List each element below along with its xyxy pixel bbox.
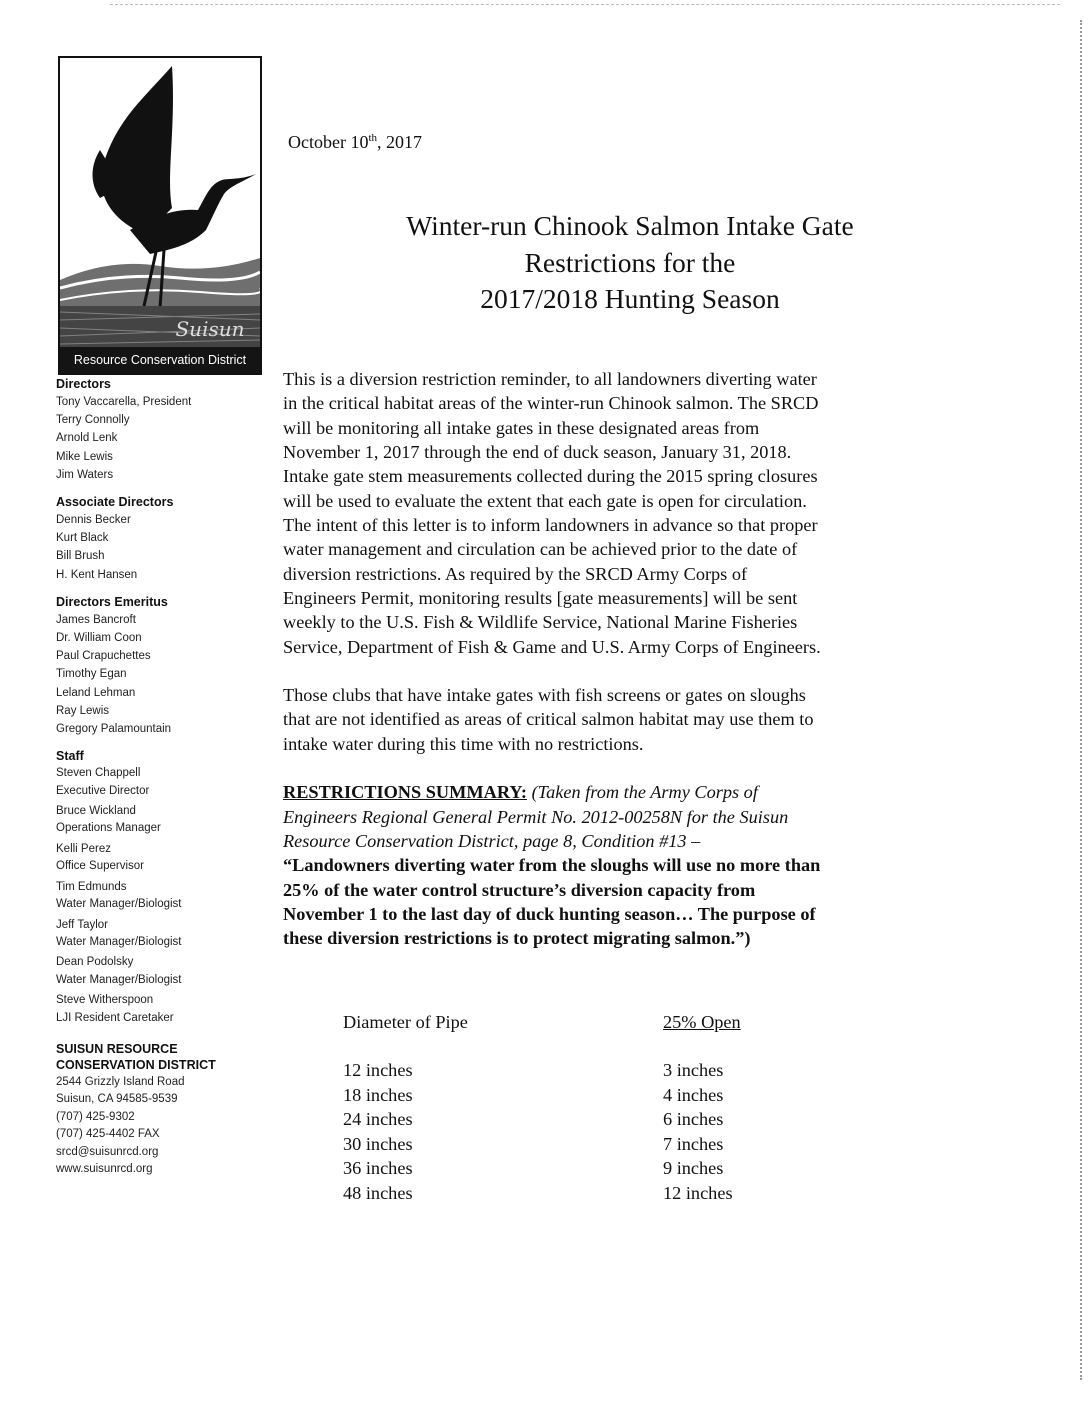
director-name: Mike Lewis (56, 450, 113, 463)
staff-name: Kelli Perez (56, 842, 111, 855)
cell-diameter: 30 inches (343, 1133, 413, 1154)
table-row (343, 1181, 813, 1206)
staff-title: Operations Manager (56, 822, 161, 835)
staff-title: LJI Resident Caretaker (56, 1011, 174, 1024)
staff-name: Dean Podolsky (56, 956, 134, 969)
org-email: srcd@suisunrcd.org (56, 1145, 159, 1158)
director-name: Arnold Lenk (56, 432, 118, 445)
org-fax: (707) 425-4402 FAX (56, 1128, 160, 1141)
emeritus-name: Dr. William Coon (56, 632, 142, 645)
directors-emeritus-heading: Directors Emeritus (56, 594, 168, 609)
scan-edge-right (1080, 20, 1082, 1380)
emeritus-name: Paul Crapuchettes (56, 650, 151, 663)
title-line: Winter-run Chinook Salmon Intake Gate (406, 210, 854, 241)
scan-edge-top (110, 4, 1060, 5)
summary-quote: 25% of the water control structure’s diversion capacity from (283, 879, 756, 900)
staff-member (56, 992, 271, 1027)
staff-name: Jeff Taylor (56, 918, 108, 931)
table-row (343, 1083, 813, 1108)
associate-director-name: H. Kent Hansen (56, 568, 138, 581)
summary-citation: Engineers Regional General Permit No. 2012-00258N for the Suisun (283, 806, 789, 827)
summary-heading: RESTRICTIONS SUMMARY: (283, 782, 527, 803)
date-ordinal: th (368, 132, 378, 144)
associate-directors-heading: Associate Directors (56, 495, 174, 510)
org-name: CONSERVATION DISTRICT (56, 1058, 216, 1073)
district-logo (58, 56, 262, 375)
staff-name: Steven Chappell (56, 767, 141, 780)
staff-member (56, 879, 271, 914)
staff-title: Executive Director (56, 784, 150, 797)
logo-caption: Resource Conservation District (60, 347, 260, 373)
cell-diameter: 36 inches (343, 1158, 413, 1179)
org-name: SUISUN RESOURCE (56, 1041, 178, 1056)
header-diameter (343, 1010, 663, 1034)
cell-open: 7 inches (663, 1133, 724, 1154)
emeritus-name: Leland Lehman (56, 686, 136, 699)
org-phone: (707) 425-9302 (56, 1110, 135, 1123)
staff-member (56, 841, 271, 876)
body-line: Engineers Permit, monitoring results [gate measurements] will be sent (283, 588, 798, 609)
staff-name: Tim Edmunds (56, 880, 127, 893)
body-line: diversion restrictions. As required by the SRCD Army Corps of (283, 563, 748, 584)
emeritus-name: Gregory Palamountain (56, 723, 172, 736)
restrictions-summary (283, 780, 943, 950)
associate-directors-section (56, 493, 271, 584)
staff-heading: Staff (56, 749, 84, 764)
associate-director-name: Bill Brush (56, 550, 105, 563)
cell-diameter: 24 inches (343, 1109, 413, 1130)
body-line: Service, Department of Fish & Game and U.S. Army Corps of Engineers. (283, 636, 821, 657)
body-line: that are not identified as areas of critical salmon habitat may use them to (283, 709, 814, 730)
org-address: Suisun, CA 94585-9539 (56, 1093, 178, 1106)
summary-citation: (Taken from the Army Corps of (527, 782, 758, 803)
table-body (343, 1058, 813, 1206)
body-line: intake water during this time with no restrictions. (283, 733, 644, 754)
heron-logo-icon (60, 58, 260, 348)
body-line: November 1, 2017 through the end of duck season, January 31, 2018. (283, 442, 792, 463)
cell-open: 12 inches (663, 1182, 733, 1203)
logo-script-text: Suisun (175, 317, 245, 341)
staff-title: Water Manager/Biologist (56, 973, 182, 986)
header-diameter-label: Diameter of Pipe (343, 1012, 468, 1032)
associate-director-name: Kurt Black (56, 532, 109, 545)
directors-heading: Directors (56, 377, 111, 391)
cell-diameter: 48 inches (343, 1182, 413, 1203)
org-website: www.suisunrcd.org (56, 1163, 153, 1176)
table-header-row (343, 1010, 813, 1034)
date-month-day: October 10 (288, 132, 369, 152)
cell-open: 4 inches (663, 1084, 724, 1105)
director-name: Jim Waters (56, 468, 114, 481)
org-address: 2544 Grizzly Island Road (56, 1075, 185, 1088)
body-line: weekly to the U.S. Fish & Wildlife Service, National Marine Fisheries (283, 612, 798, 633)
summary-quote: these diversion restrictions is to protect migrating salmon.”) (283, 928, 751, 949)
associate-director-name: Dennis Becker (56, 514, 131, 527)
letter-title (300, 208, 960, 318)
title-line: 2017/2018 Hunting Season (480, 283, 780, 314)
director-name: Tony Vaccarella, President (56, 396, 192, 408)
staff-member (56, 954, 271, 989)
staff-name: Steve Witherspoon (56, 994, 154, 1007)
staff-name: Bruce Wickland (56, 805, 136, 818)
staff-member (56, 803, 271, 838)
cell-diameter: 12 inches (343, 1060, 413, 1080)
letter-date (288, 132, 422, 153)
cell-open: 6 inches (663, 1109, 724, 1130)
paragraph-exemptions (283, 683, 943, 756)
staff-title: Water Manager/Biologist (56, 935, 182, 948)
body-line: water management and circulation can be achieved prior to the date of (283, 539, 798, 560)
header-open: 25% Open (663, 1012, 741, 1032)
staff-title: Water Manager/Biologist (56, 898, 182, 911)
body-line: will be used to evaluate the extent that each gate is open for circulation. (283, 490, 807, 511)
directors-emeritus-section (56, 593, 271, 738)
body-line: will be monitoring all intake gates in these designated areas from (283, 417, 760, 438)
summary-quote: “Landowners diverting water from the sloughs will use no more than (283, 855, 821, 876)
table-row (343, 1107, 813, 1132)
paragraph-reminder (283, 367, 943, 659)
emeritus-name: Ray Lewis (56, 704, 110, 717)
emeritus-name: James Bancroft (56, 613, 136, 626)
body-line: in the critical habitat areas of the winter-run Chinook salmon. The SRCD (283, 393, 819, 414)
cell-open: 3 inches (663, 1060, 724, 1080)
date-year: , 2017 (377, 132, 423, 152)
table-row (343, 1132, 813, 1157)
letterhead-sidebar (56, 375, 271, 1179)
organization-contact (56, 1041, 271, 1179)
table-row (343, 1156, 813, 1181)
staff-section (56, 747, 271, 1027)
staff-member (56, 917, 271, 952)
table-row (343, 1058, 813, 1083)
summary-citation: Resource Conservation District, page 8, Condition #13 – (283, 830, 701, 851)
pipe-opening-table (343, 1010, 813, 1206)
body-line: Intake gate stem measurements collected during the 2015 spring closures (283, 466, 818, 487)
title-line: Restrictions for the (524, 246, 736, 278)
body-line: The intent of this letter is to inform landowners in advance so that proper (283, 515, 818, 536)
staff-title: Office Supervisor (56, 860, 144, 873)
directors-section (56, 375, 271, 484)
body-line: This is a diversion restriction reminder, to all landowners diverting water (283, 369, 817, 389)
cell-open: 9 inches (663, 1158, 724, 1179)
body-line: Those clubs that have intake gates with fish screens or gates on sloughs (283, 685, 806, 706)
cell-diameter: 18 inches (343, 1084, 413, 1105)
emeritus-name: Timothy Egan (56, 668, 127, 681)
letter-body (283, 367, 943, 951)
director-name: Terry Connolly (56, 414, 130, 427)
staff-member (56, 765, 271, 800)
summary-quote: November 1 to the last day of duck hunting season… The purpose of (283, 903, 816, 924)
